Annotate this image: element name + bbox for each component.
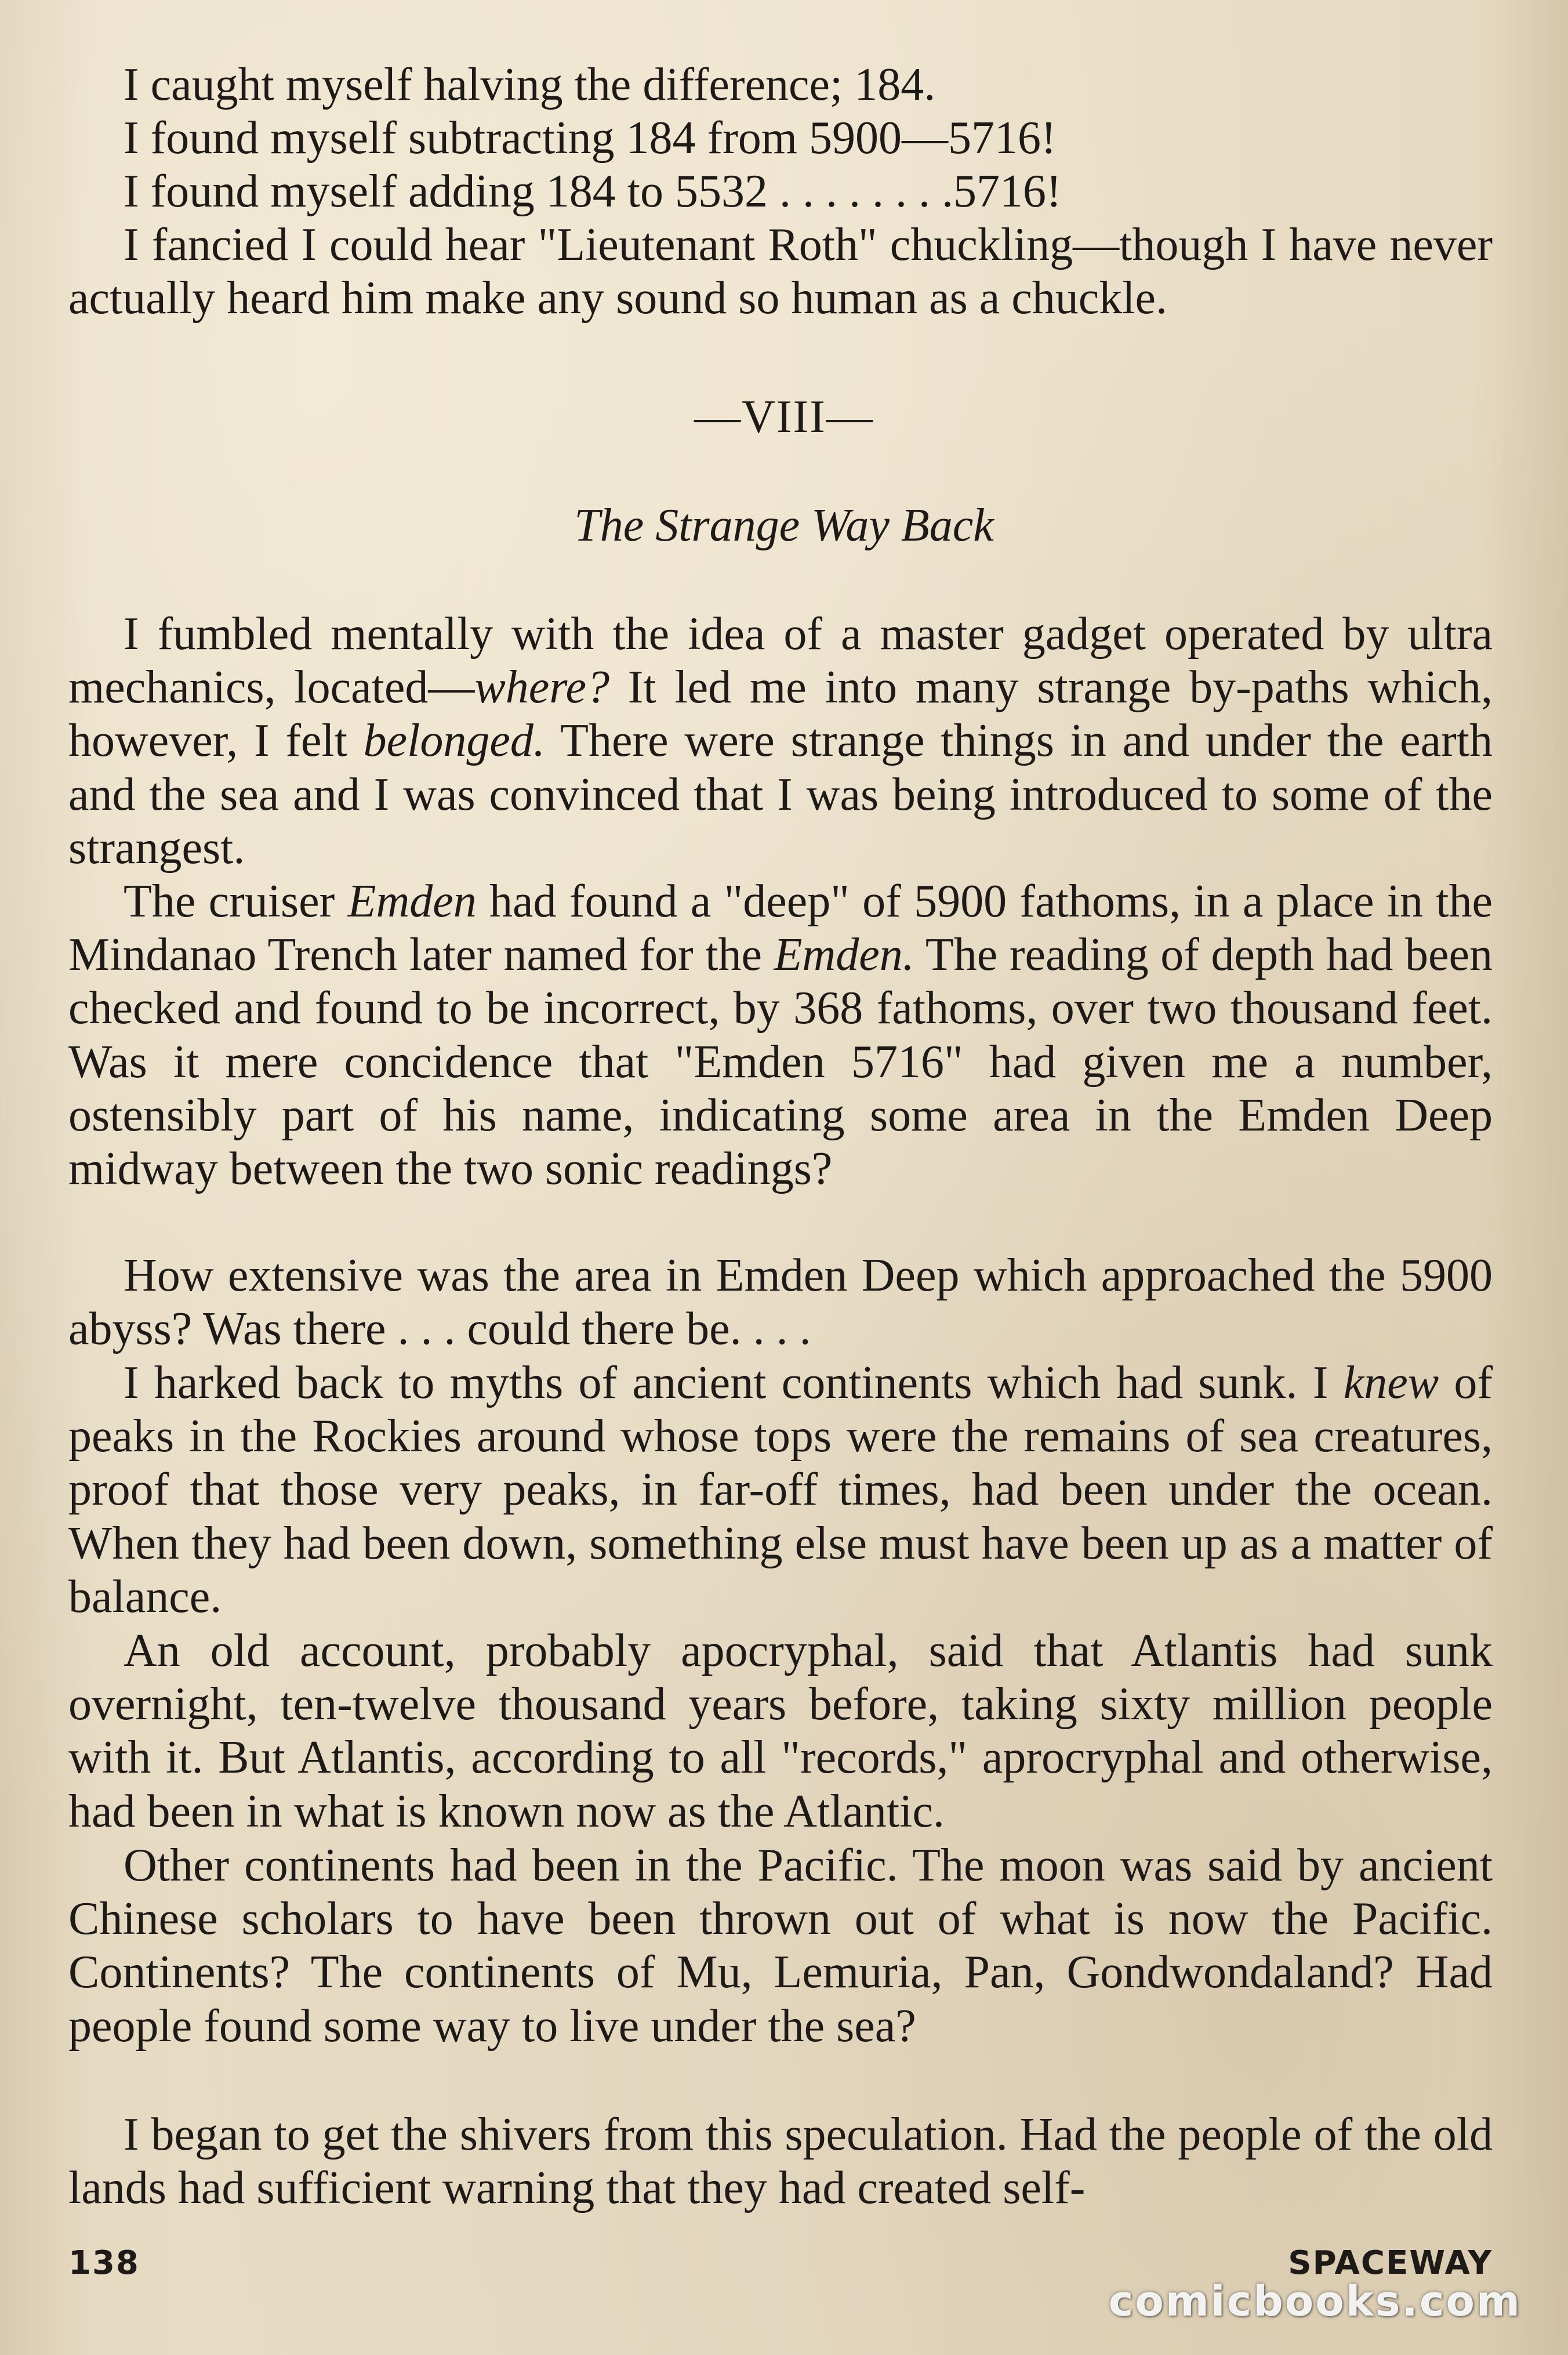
paragraph: Other continents had been in the Pacific. The moon was said by ancient Chinese scholars to have been thrown out of what is now the Pacific. Continents? The continents of Mu, Lemuria, Pan, Gondwondaland? Had people found some way to live under the sea? [68,1840,1493,2052]
text-line: I caught myself halving the difference; 184. [124,59,936,110]
chapter-title: The Strange Way Back [574,500,994,551]
site-watermark: comicbooks.com [1108,2277,1522,2325]
text-run: There were strange things in and under the earth and the sea and I was convinced that I was being introduced to some of the strangest. [68,715,1493,874]
text-run: I fumbled mentally with the idea of a master gadget operated by ultra mechanics, located— [68,608,1493,713]
page-number: 138 [68,2244,140,2282]
text-line: I found myself subtracting 184 from 5900—5716! [124,113,1057,164]
text-run: had found a "deep" of 5900 fathoms, in a place in the Mindanao Trench later named for the [68,876,1493,981]
magazine-name: SPACEWAY [1288,2244,1493,2282]
paragraph: How extensive was the area in Emden Deep which approached the 5900 abyss? Was there . . . could there be. . . . [68,1250,1493,1355]
paragraph [68,1356,1493,1624]
chapter-number: —VIII— [694,392,874,443]
text-run: I harked back to myths of ancient continents which had sunk. I [124,1357,1344,1408]
text-line: I found myself adding 184 to 5532 . . . . . . . .5716! [124,166,1062,217]
paragraph [68,607,1493,875]
text-run: The cruiser [124,876,348,927]
italic-text: belonged. [363,715,545,767]
text-run: The reading of depth had been checked and found to be incorrect, by 368 fathoms, over two thousand feet. Was it mere concidence that "Emden 5716" had given me a number, ostensibly part of his name, indicating some area in the Emden Deep midway between the two sonic readings? [68,929,1493,1195]
italic-text: where? [474,662,609,713]
paragraph: An old account, probably apocryphal, said that Atlantis had sunk overnight, ten-twelve thousand years before, taking sixty million people with it. But Atlantis, according to all "records," aprocryphal and otherwise, had been in what is known now as the Atlantic. [68,1625,1493,1837]
text-run: of peaks in the Rockies around whose tops were the remains of sea creatures, proof that those very peaks, in far-off times, had been under the ocean. When they had been down, something else must have been up as a matter of balance. [68,1357,1493,1622]
italic-text: knew [1343,1357,1439,1408]
text-run: It led me into many strange by-paths which, however, I felt [68,662,1493,767]
italic-text: Emden. [774,929,914,981]
paragraph [68,875,1493,1195]
paragraph: I began to get the shivers from this speculation. Had the people of the old lands had sufficient warning that they had created self- [68,2109,1493,2214]
paragraph: I fancied I could hear "Lieutenant Roth" chuckling—though I have never actually heard him make any sound so human as a chuckle. [68,219,1493,324]
italic-text: Emden [347,876,477,927]
